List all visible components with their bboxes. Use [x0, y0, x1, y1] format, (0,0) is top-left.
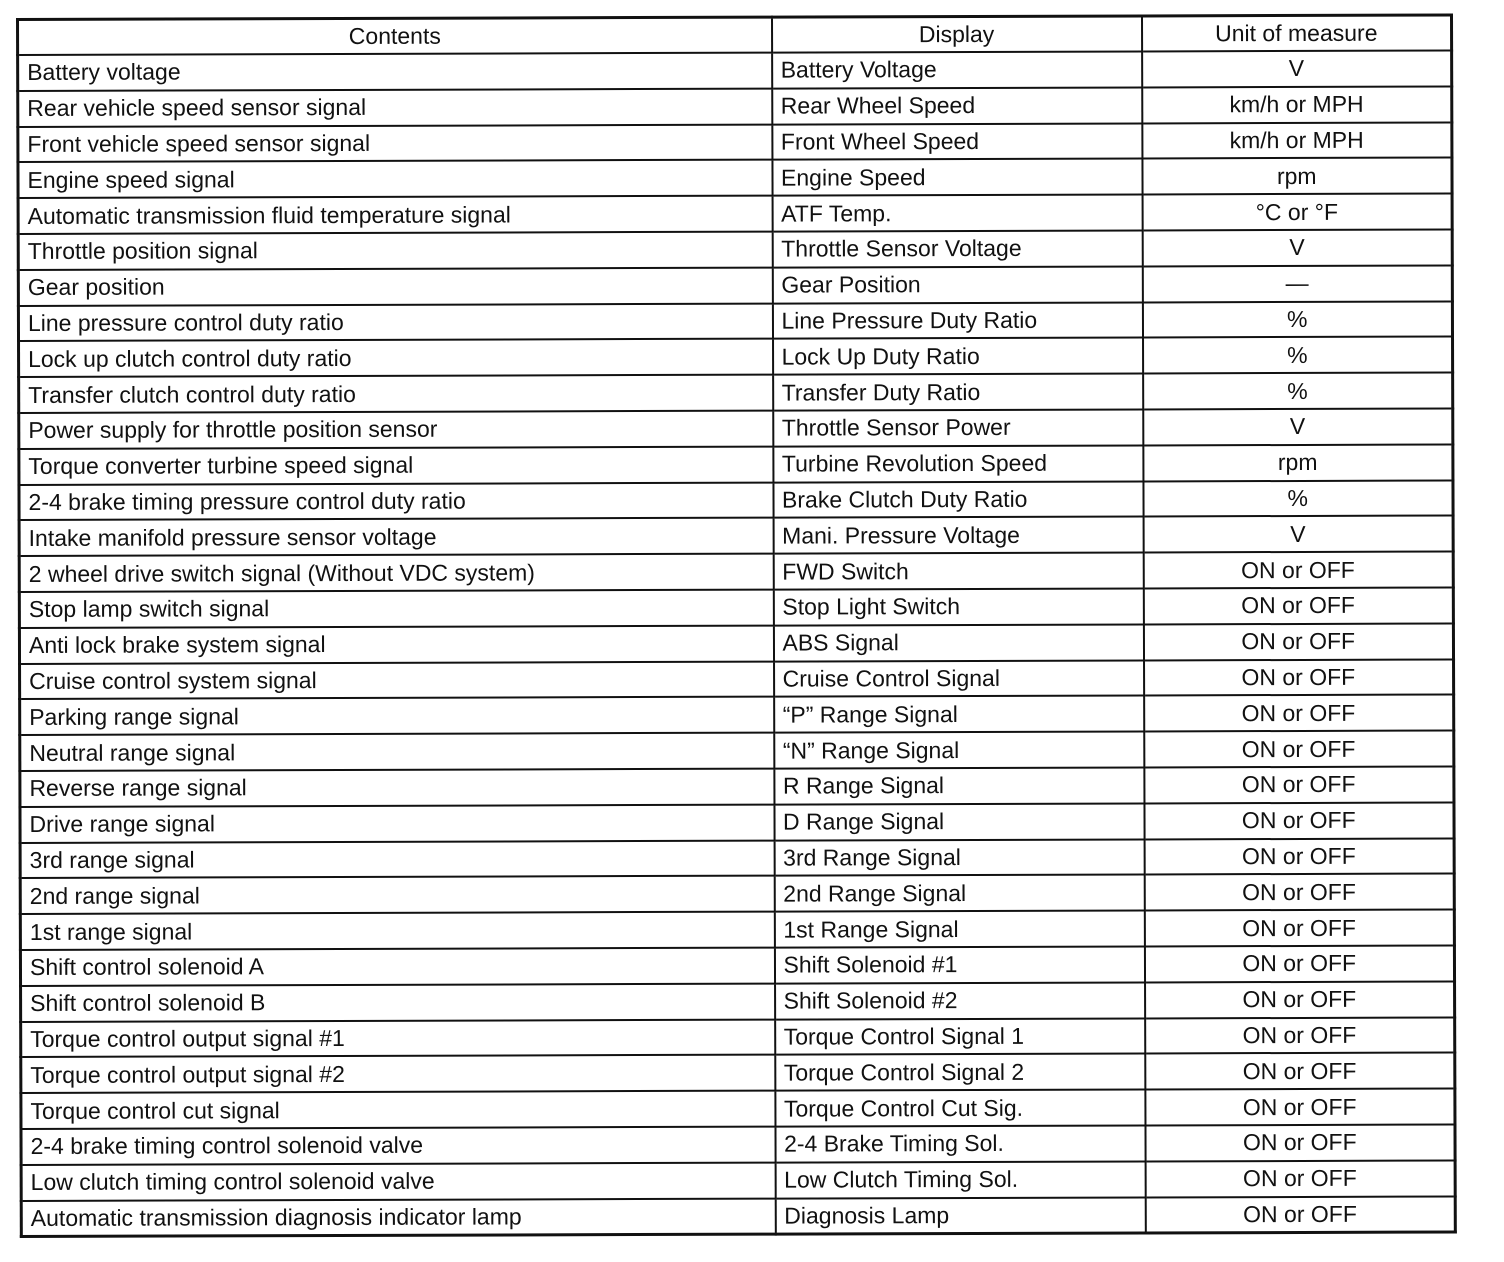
cell-display: Gear Position: [772, 266, 1142, 303]
cell-display: ATF Temp.: [772, 195, 1142, 232]
table-row: [20, 910, 1454, 950]
cell-contents: Low clutch timing control solenoid valve: [21, 1162, 775, 1200]
cell-contents: Cruise control system signal: [20, 661, 774, 699]
table-row: [19, 552, 1453, 592]
table-row: [20, 766, 1454, 806]
cell-display: Mani. Pressure Voltage: [773, 517, 1143, 554]
cell-display: Front Wheel Speed: [772, 123, 1142, 160]
cell-display: 3rd Range Signal: [774, 839, 1144, 876]
cell-display: D Range Signal: [774, 803, 1144, 840]
table-row: [19, 444, 1453, 484]
cell-unit: °C or °F: [1142, 194, 1452, 231]
table-row: [18, 194, 1452, 234]
table-row: [19, 516, 1453, 556]
cell-unit: ON or OFF: [1144, 731, 1454, 768]
cell-contents: Rear vehicle speed sensor signal: [18, 88, 772, 126]
cell-display: Diagnosis Lamp: [775, 1197, 1145, 1234]
data-table: [16, 13, 1457, 1238]
cell-display: 2nd Range Signal: [774, 875, 1144, 912]
cell-unit: ON or OFF: [1144, 802, 1454, 839]
cell-unit: ON or OFF: [1144, 874, 1454, 911]
cell-unit: ON or OFF: [1143, 587, 1453, 624]
cell-unit: ON or OFF: [1145, 1160, 1455, 1197]
table-body: [18, 50, 1456, 1236]
cell-display: Line Pressure Duty Ratio: [772, 302, 1142, 339]
cell-display: Torque Control Signal 1: [775, 1018, 1145, 1055]
cell-contents: 1st range signal: [20, 912, 774, 950]
cell-unit: ON or OFF: [1145, 1196, 1455, 1233]
cell-unit: V: [1143, 516, 1453, 553]
cell-contents: Line pressure control duty ratio: [18, 303, 772, 341]
cell-unit: ON or OFF: [1144, 659, 1454, 696]
cell-display: Stop Light Switch: [773, 588, 1143, 625]
cell-unit: ON or OFF: [1143, 552, 1453, 589]
cell-unit: ON or OFF: [1145, 1017, 1455, 1054]
cell-display: FWD Switch: [773, 553, 1143, 590]
cell-display: Brake Clutch Duty Ratio: [773, 481, 1143, 518]
cell-contents: Parking range signal: [20, 697, 774, 735]
cell-contents: Shift control solenoid B: [21, 983, 775, 1021]
cell-contents: Transfer clutch control duty ratio: [19, 375, 773, 413]
cell-display: Rear Wheel Speed: [772, 87, 1142, 124]
table-row: [21, 1196, 1455, 1237]
cell-contents: Battery voltage: [18, 53, 772, 91]
table-row: [19, 408, 1453, 448]
cell-display: 2-4 Brake Timing Sol.: [775, 1125, 1145, 1162]
cell-unit: V: [1142, 50, 1452, 87]
cell-contents: 2-4 brake timing pressure control duty ratio: [19, 482, 773, 520]
cell-display: Engine Speed: [772, 159, 1142, 196]
header-display: Display: [772, 16, 1142, 53]
cell-display: Throttle Sensor Power: [773, 409, 1143, 446]
table-row: [21, 1017, 1455, 1057]
table-row: [21, 1089, 1455, 1129]
cell-contents: Torque control output signal #2: [21, 1055, 775, 1093]
cell-display: 1st Range Signal: [774, 911, 1144, 948]
cell-contents: 2 wheel drive switch signal (Without VDC system): [19, 554, 773, 592]
cell-display: Turbine Revolution Speed: [773, 445, 1143, 482]
cell-display: Cruise Control Signal: [774, 660, 1144, 697]
cell-contents: 2-4 brake timing control solenoid valve: [21, 1127, 775, 1165]
cell-unit: %: [1143, 373, 1453, 410]
cell-contents: Engine speed signal: [18, 160, 772, 198]
table-row: [21, 1053, 1455, 1093]
table-row: [19, 373, 1453, 413]
cell-contents: Neutral range signal: [20, 733, 774, 771]
cell-unit: ON or OFF: [1144, 838, 1454, 875]
cell-unit: ON or OFF: [1144, 766, 1454, 803]
cell-display: Transfer Duty Ratio: [773, 374, 1143, 411]
cell-contents: Front vehicle speed sensor signal: [18, 124, 772, 162]
table-row: [18, 122, 1452, 162]
table-row: [19, 480, 1453, 520]
table-row: [20, 838, 1454, 878]
header-unit: Unit of measure: [1141, 15, 1451, 51]
cell-unit: V: [1142, 229, 1452, 266]
table-row: [20, 874, 1454, 914]
table-row: [19, 587, 1453, 627]
cell-contents: Torque control output signal #1: [21, 1019, 775, 1057]
table-row: [20, 695, 1454, 735]
cell-unit: ON or OFF: [1144, 910, 1454, 947]
cell-unit: km/h or MPH: [1142, 122, 1452, 159]
cell-contents: Power supply for throttle position sensor: [19, 411, 773, 449]
cell-unit: %: [1143, 480, 1453, 517]
cell-unit: ON or OFF: [1145, 981, 1455, 1018]
cell-unit: %: [1142, 301, 1452, 338]
table-row: [19, 623, 1453, 663]
cell-unit: rpm: [1142, 158, 1452, 195]
cell-contents: Automatic transmission fluid temperature signal: [18, 196, 772, 234]
cell-display: Low Clutch Timing Sol.: [775, 1161, 1145, 1198]
cell-contents: Torque control cut signal: [21, 1091, 775, 1129]
cell-unit: ON or OFF: [1145, 1053, 1455, 1090]
spec-sheet: [16, 13, 1457, 1238]
header-contents: Contents: [18, 17, 772, 55]
cell-contents: Reverse range signal: [20, 769, 774, 807]
cell-unit: ON or OFF: [1144, 695, 1454, 732]
table-row: [20, 731, 1454, 771]
cell-unit: ON or OFF: [1143, 623, 1453, 660]
cell-contents: Anti lock brake system signal: [19, 625, 773, 663]
cell-unit: km/h or MPH: [1142, 86, 1452, 123]
cell-contents: Intake manifold pressure sensor voltage: [19, 518, 773, 556]
cell-contents: Stop lamp switch signal: [19, 590, 773, 628]
cell-contents: Torque converter turbine speed signal: [19, 446, 773, 484]
cell-contents: Throttle position signal: [18, 232, 772, 270]
cell-contents: Gear position: [18, 267, 772, 305]
cell-display: Shift Solenoid #1: [774, 946, 1144, 983]
cell-display: Shift Solenoid #2: [775, 982, 1145, 1019]
cell-unit: ON or OFF: [1145, 1124, 1455, 1161]
table-row: [18, 86, 1452, 126]
cell-contents: 3rd range signal: [20, 840, 774, 878]
cell-display: Torque Control Cut Sig.: [775, 1090, 1145, 1127]
table-row: [21, 981, 1455, 1021]
table-row: [19, 337, 1453, 377]
cell-contents: Shift control solenoid A: [20, 948, 774, 986]
table-header-row: [18, 15, 1452, 55]
cell-display: “N” Range Signal: [774, 732, 1144, 769]
cell-contents: 2nd range signal: [20, 876, 774, 914]
cell-contents: Automatic transmission diagnosis indicator lamp: [21, 1198, 775, 1236]
table-row: [18, 265, 1452, 305]
cell-display: Torque Control Signal 2: [775, 1054, 1145, 1091]
cell-contents: Drive range signal: [20, 804, 774, 842]
cell-unit: rpm: [1143, 444, 1453, 481]
table-row: [20, 945, 1454, 985]
table-row: [18, 301, 1452, 341]
table-row: [18, 158, 1452, 198]
cell-unit: —: [1142, 265, 1452, 302]
cell-unit: ON or OFF: [1145, 1089, 1455, 1126]
table-row: [18, 50, 1452, 90]
table-row: [20, 659, 1454, 699]
table-row: [21, 1160, 1455, 1200]
cell-unit: ON or OFF: [1144, 945, 1454, 982]
table-row: [18, 229, 1452, 269]
cell-display: “P” Range Signal: [774, 696, 1144, 733]
cell-unit: %: [1143, 337, 1453, 374]
cell-display: R Range Signal: [774, 767, 1144, 804]
cell-unit: V: [1143, 408, 1453, 445]
table-row: [20, 802, 1454, 842]
cell-display: Battery Voltage: [772, 51, 1142, 88]
table-row: [21, 1124, 1455, 1164]
cell-contents: Lock up clutch control duty ratio: [19, 339, 773, 377]
cell-display: Throttle Sensor Voltage: [772, 230, 1142, 267]
cell-display: Lock Up Duty Ratio: [773, 338, 1143, 375]
cell-display: ABS Signal: [773, 624, 1143, 661]
